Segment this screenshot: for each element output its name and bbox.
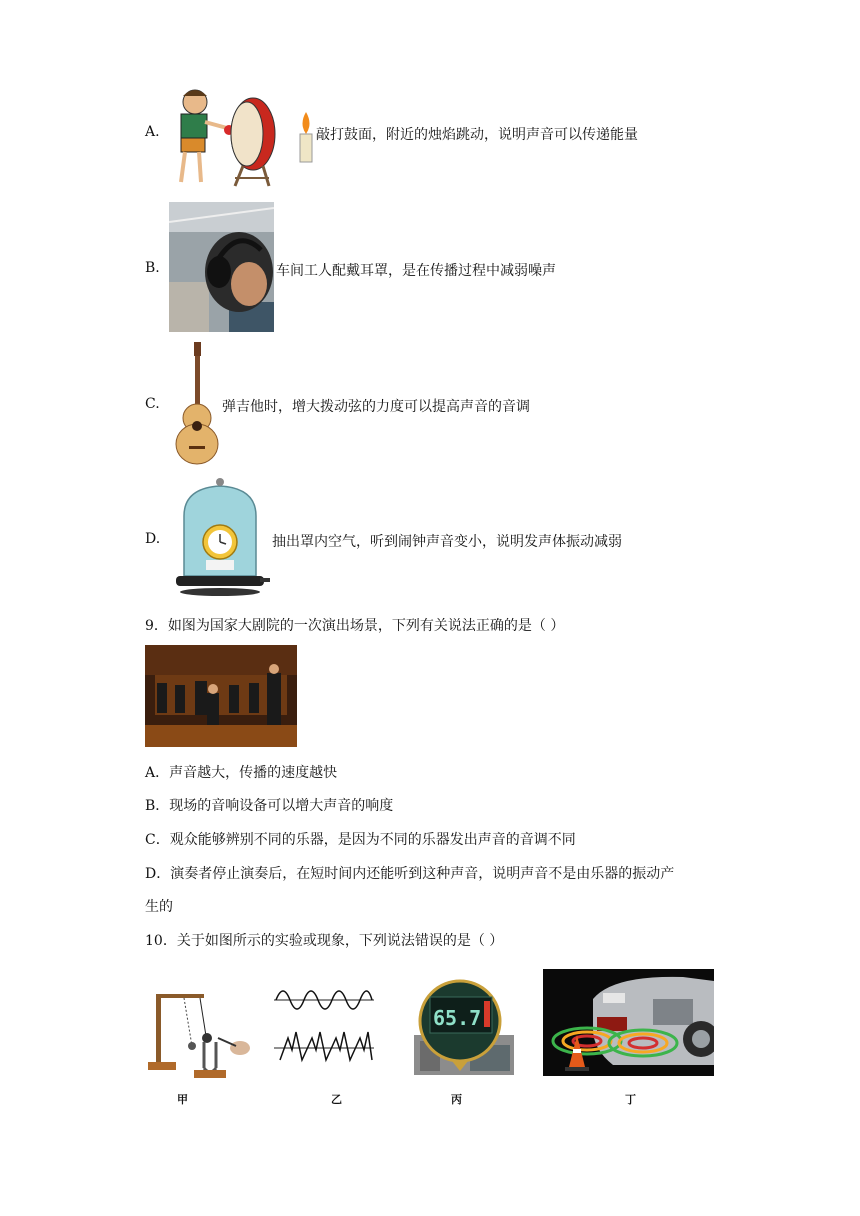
option-d-text: 抽出罩内空气，听到闹钟声音变小，说明发声体振动减弱	[272, 534, 622, 550]
option-d-letter: D.	[145, 531, 161, 547]
option-a-letter: A.	[145, 124, 160, 140]
caption-jia: 甲	[177, 1093, 188, 1106]
guitar-illustration	[172, 342, 222, 466]
option-a-text: 敲打鼓面，附近的烛焰跳动，说明声音可以传递能量	[316, 127, 638, 143]
option-b-letter: B.	[145, 260, 160, 276]
concert-hall-photo	[145, 645, 297, 747]
q9-option-b: B．现场的音响设备可以增大声音的响度	[145, 798, 394, 814]
tuning-fork-pendulum-diagram	[144, 990, 254, 1082]
meter-reading: 65.7	[433, 1006, 482, 1030]
q9-option-c: C．观众能够辨别不同的乐器，是因为不同的乐器发出声音的音调不同	[145, 832, 576, 848]
q9-option-d-continued: 生的	[145, 899, 173, 915]
worker-earmuffs-photo	[169, 202, 274, 332]
q10-stem: 10．关于如图所示的实验或现象，下列说法错误的是（ ）	[145, 933, 504, 949]
noise-meter-photo	[400, 975, 520, 1075]
option-c-text: 弹吉他时，增大拨动弦的力度可以提高声音的音调	[222, 399, 530, 415]
caption-yi: 乙	[331, 1093, 342, 1106]
drum-candle-illustration	[165, 86, 315, 190]
car-reversing-radar-photo	[543, 969, 714, 1076]
bell-jar-clock-illustration	[170, 476, 270, 598]
q9-option-a: A．声音越大，传播的速度越快	[145, 765, 338, 781]
option-c-letter: C.	[145, 396, 160, 412]
option-b-text: 车间工人配戴耳罩，是在传播过程中减弱噪声	[276, 263, 556, 279]
q9-stem: 9．如图为国家大剧院的一次演出场景，下列有关说法正确的是（ ）	[145, 618, 565, 634]
waveform-diagram	[272, 980, 376, 1070]
caption-ding: 丁	[625, 1093, 636, 1106]
caption-bing: 丙	[451, 1093, 462, 1106]
q9-option-d: D．演奏者停止演奏后，在短时间内还能听到这种声音，说明声音不是由乐器的振动产	[145, 866, 675, 882]
